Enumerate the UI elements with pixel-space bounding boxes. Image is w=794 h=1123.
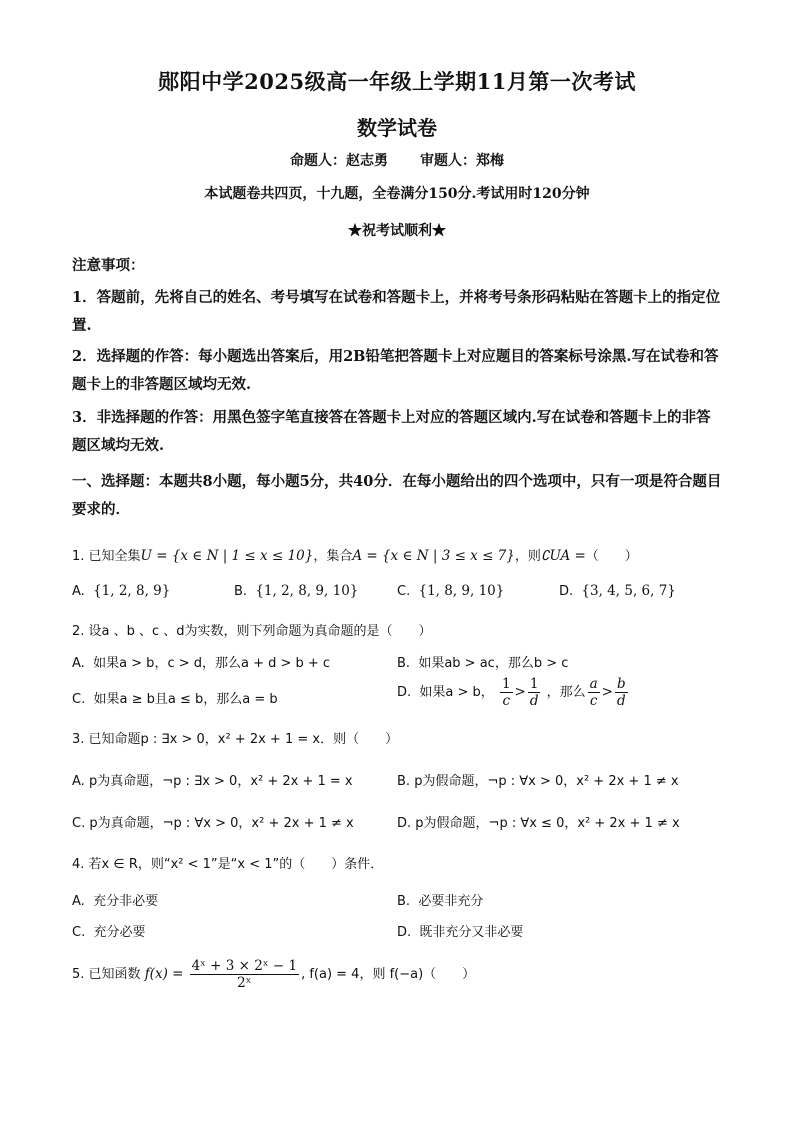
question-4-stem: 4. 若x ∈ R，则“x² < 1”是“x < 1”的（ ）条件． (72, 857, 384, 872)
blessing: ★祝考试顺利★ (348, 223, 446, 239)
q1-option-b: B. {1, 2, 8, 9, 10} (234, 583, 359, 599)
fraction-a-over-c: $\frac{a}{c}$ (589, 676, 598, 709)
question-5-stem: 5. 已知函数 f(x) = $\frac{\text{4ˣ + 3 × 2ˣ − 1}}{\text{2ˣ}}$ , f(a) = 4，则 f(−a)（ ） (72, 958, 476, 991)
school-title: 郧阳中学2025级高一年级上学期11月第一次考试 (158, 69, 636, 94)
q4-option-b: B. 必要非充分 (397, 894, 484, 909)
fraction-1-over-c: $\frac{1}{c}$ (501, 676, 511, 709)
note-item-3: 3．非选择题的作答：用黑色签字笔直接答在答题卡上对应的答题区域内.写在试卷和答题卡上的非答题区域均无效. (72, 409, 711, 454)
question-1-stem: 1. 已知全集U = {x ∈ N | 1 ≤ x ≤ 10}，集合A = {x ∈ N | 3 ≤ x ≤ 7}，则∁UA =（ ） (72, 548, 638, 564)
paper-info: 本试题卷共四页，十九题，全卷满分150分.考试用时120分钟 (204, 186, 590, 202)
question-3-stem: 3. 已知命题p : ∃x > 0，x² + 2x + 1 = x．则（ ） (72, 732, 399, 747)
function-fx: f(x) = (144, 966, 184, 982)
q3-option-c: C. p为真命题，¬p : ∀x > 0，x² + 2x + 1 ≠ x (72, 816, 354, 831)
q2-option-d: D. 如果a > b， $\frac{1}{c}$ > $\frac{1}{d}$ ，那么 $\frac{a}{c}$ > $\frac{b}{d}$ (397, 676, 626, 709)
q3-option-a: A. p为真命题，¬p : ∃x > 0，x² + 2x + 1 = x (72, 774, 353, 789)
reviewer: 审题人：郑梅 (420, 153, 504, 169)
q2-option-a: A. 如果a > b，c > d，那么a + d > b + c (72, 656, 331, 671)
q1-option-d: D. {3, 4, 5, 6, 7} (559, 583, 676, 599)
fraction-b-over-d: $\frac{b}{d}$ (616, 676, 626, 709)
set-a: A = {x ∈ N | 3 ≤ x ≤ 7} (352, 548, 515, 564)
q1-option-a: A. {1, 2, 8, 9} (72, 583, 171, 599)
q3-option-b: B. p为假命题，¬p : ∀x > 0，x² + 2x + 1 ≠ x (397, 774, 679, 789)
note-item-2: 2．选择题的作答：每小题选出答案后，用2B铅笔把答题卡上对应题目的答案标号涂黑.写在试卷和答题卡上的非答题区域均无效. (72, 348, 719, 393)
complement: ∁UA = (540, 548, 586, 564)
set-u: U = {x ∈ N | 1 ≤ x ≤ 10} (140, 548, 314, 564)
q1-option-c: C. {1, 8, 9, 10} (397, 583, 505, 599)
q4-option-d: D. 既非充分又非必要 (397, 925, 524, 940)
q4-option-c: C. 充分必要 (72, 925, 146, 940)
notes-heading: 注意事项： (72, 257, 145, 274)
q2-option-b: B. 如果ab > ac，那么b > c (397, 656, 569, 671)
question-2-stem: 2. 设a 、b 、c 、d为实数，则下列命题为真命题的是（ ） (72, 624, 432, 639)
subject-title: 数学试卷 (357, 116, 437, 140)
q3-option-d: D. p为假命题，¬p : ∀x ≤ 0，x² + 2x + 1 ≠ x (397, 816, 680, 831)
setter-line (0, 150, 794, 170)
q2-option-c: C. 如果a ≥ b且a ≤ b，那么a = b (72, 692, 278, 707)
section1-heading: 一、选择题：本题共8小题，每小题5分，共40分．在每小题给出的四个选项中，只有一项是符合题目要求的． (72, 473, 722, 518)
fraction-1-over-d: $\frac{1}{d}$ (529, 676, 539, 709)
fraction-expression: $\frac{\text{4ˣ + 3 × 2ˣ − 1}}{\text{2ˣ}}$ (191, 958, 298, 991)
note-item-1: 1．答题前，先将自己的姓名、考号填写在试卷和答题卡上，并将考号条形码粘贴在答题卡上的指定位置. (72, 289, 721, 334)
setter: 命题人：赵志勇 (290, 153, 388, 169)
q4-option-a: A. 充分非必要 (72, 894, 159, 909)
